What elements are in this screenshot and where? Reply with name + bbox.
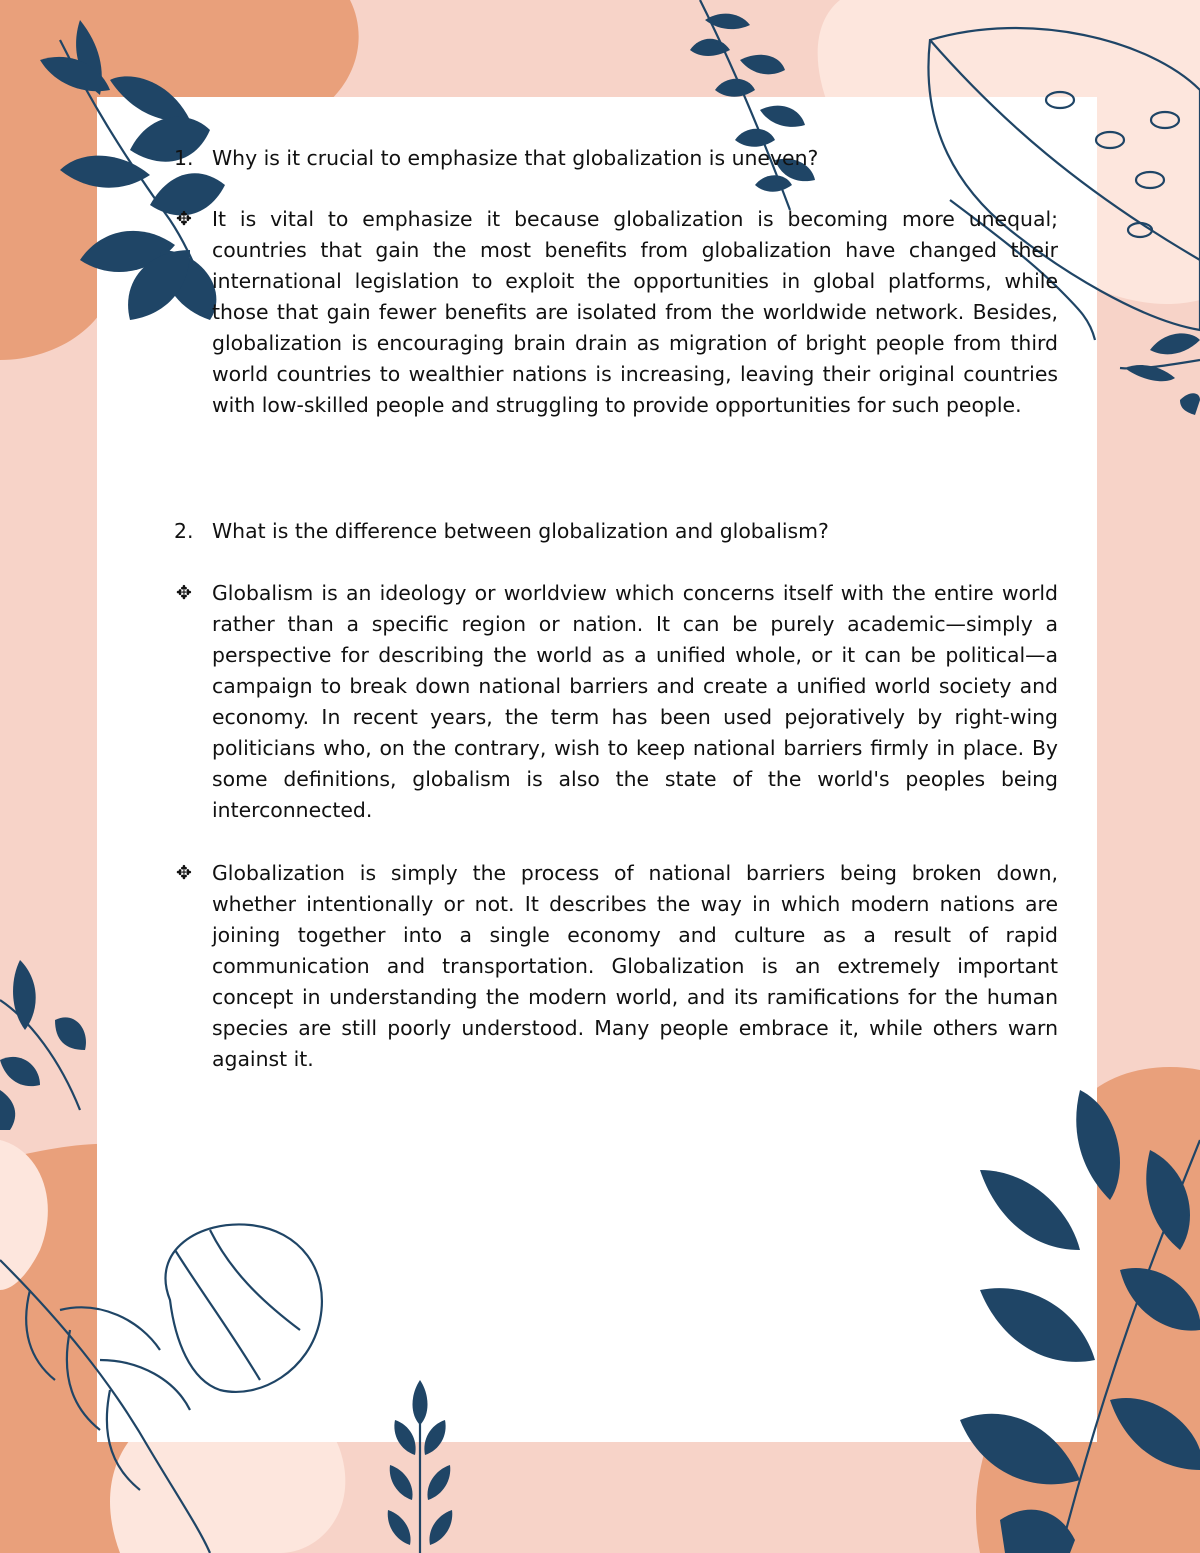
answer-text: It is vital to emphasize it because globalization is becoming more unequal; countries that gain the most benefits from globalization have changed their international legislation to exploit the opportunities in global platforms, while those that gain fewer benefits are isolated from the worldwide network. Besides, globalization is encouraging brain drain as migration of bright people from third world countries to wealthier nations is increasing, leaving their original countries with low-skilled people and struggling to provide opportunities for such people. [212, 207, 1058, 417]
leaf-branch-icon [0, 960, 86, 1130]
question-number: 1. [174, 146, 194, 170]
bullet-icon: ✥ [176, 582, 192, 604]
leaf-branch-icon [40, 20, 225, 320]
fern-branch-icon [388, 1380, 453, 1553]
bullet-icon: ✥ [176, 862, 192, 884]
leaf-branch-icon [960, 1090, 1200, 1553]
monstera-leaf-icon [928, 28, 1200, 340]
question-number: 2. [174, 519, 194, 543]
leaf-branch-icon [1120, 333, 1200, 415]
question-text: What is the difference between globalization and globalism? [212, 519, 829, 543]
monstera-leaf-icon [165, 1224, 321, 1391]
leaf-branch-icon [0, 1260, 210, 1553]
answer-text: Globalization is simply the process of national barriers being broken down, whether intentionally or not. It describes the way in which modern nations are joining together into a single economy and culture as a result of rapid communication and transportation. Globalization is an extremely important concept in understanding the modern world, and its ramifications for the human species are still poorly understood. Many people embrace it, while others warn against it. [212, 861, 1058, 1071]
bullet-icon: ✥ [176, 208, 192, 230]
fern-branch-icon [690, 0, 815, 210]
answer-text: Globalism is an ideology or worldview which concerns itself with the entire world rather than a specific region or nation. It can be purely academic—simply a perspective for describing the world as a unified whole, or it can be political—a campaign to break down national barriers and create a unified world society and economy. In recent years, the term has been used pejoratively by right-wing politicians who, on the contrary, wish to keep national barriers firmly in place. By some definitions, globalism is also the state of the world's peoples being interconnected. [212, 581, 1058, 822]
question-text: Why is it crucial to emphasize that globalization is uneven? [212, 146, 819, 170]
